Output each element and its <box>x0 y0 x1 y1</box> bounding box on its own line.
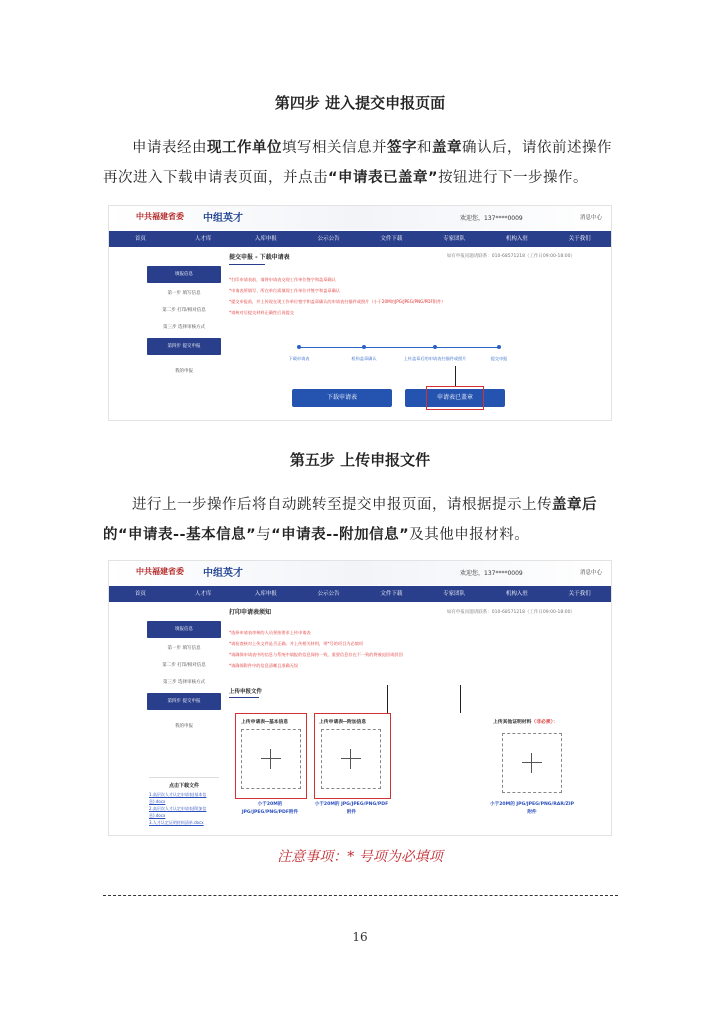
nav-talent[interactable]: 人才库 <box>194 591 212 597</box>
download-panel-title: 点击下载文件 <box>168 783 199 789</box>
download-link[interactable]: 1.高层次人才认定申请表(基本信息).docx <box>149 792 207 804</box>
divider <box>103 895 618 896</box>
site-logo: 中组英才 <box>203 213 243 224</box>
nav-about[interactable]: 关于我们 <box>568 591 591 597</box>
nav-institutions[interactable]: 机构入驻 <box>505 236 528 242</box>
sidebar-item-step1[interactable]: 第一步 填写信息 <box>167 646 201 651</box>
step-label: 下载申请表 <box>288 356 310 361</box>
upload-basic-label: 上传申请表--基本信息 <box>241 720 289 725</box>
nav-home[interactable]: 首页 <box>134 591 146 597</box>
sidebar-item-step3[interactable]: 第三步 选择审核方式 <box>163 325 205 330</box>
main-nav <box>109 586 611 602</box>
nav-experts[interactable]: 专家团队 <box>443 236 466 242</box>
step5-heading: 第五步 上传申报文件 <box>289 451 431 469</box>
step4-heading: 第四步 进入提交申报页面 <box>274 94 446 112</box>
notice-item: *请确保申请表中的信息与系统中填报的信息保持一致，重要信息存在不一致的将被退回或驳回 <box>229 652 403 657</box>
notice-item: *请检查核对上传文件是否正确，并上传相关材料，带*号的项目为必填项 <box>229 641 364 646</box>
nav-files[interactable]: 文件下载 <box>380 236 403 242</box>
nav-institutions[interactable]: 机构入驻 <box>505 591 528 597</box>
step-label: 提交申报 <box>490 356 508 361</box>
notice-item: *提交申报前，并上传现在现工作单位签字和盖章确认的申请表扫描件或照片（小于20M的JPG/JPEG/PNG/PDF附件） <box>229 299 446 304</box>
step-label: 机构盖章确认 <box>351 356 377 361</box>
contact-info: 如有申报问题请联系：010-68571218（工作日09:00-18:00） <box>446 610 575 615</box>
sidebar <box>147 619 221 735</box>
progress-line <box>299 347 499 348</box>
sidebar-item-step2[interactable]: 第二步 打印/相对信息 <box>162 663 206 668</box>
sidebar-item-step4[interactable]: 第四步 提交申报 <box>147 338 221 355</box>
sidebar-item-step2[interactable]: 第二步 打印/相对信息 <box>162 308 206 313</box>
contact-info: 如有申报问题请联系：010-68571218（工作日09:00-18:00） <box>446 254 575 259</box>
nav-about[interactable]: 关于我们 <box>568 236 591 242</box>
sidebar-item-my-apply[interactable]: 我的申报 <box>175 724 193 729</box>
step5-paragraph: 进行上一步操作后将自动跳转至提交申报页面，请根据提示上传盖章后的“申请表--基本信息”与“申请表--附加信息”及其他申报材料。 <box>103 497 597 543</box>
upload-additional-dropzone[interactable] <box>321 729 381 789</box>
download-panel <box>149 777 219 826</box>
notice-list <box>229 274 529 318</box>
message-center-link[interactable]: 消息中心 <box>579 215 602 221</box>
step-label: 上传盖章后的申请表扫描件或照片 <box>403 356 467 361</box>
notice-item: *申请表所填写、所在单位需填现工作单位并签字和盖章确认 <box>229 288 340 293</box>
screenshot-upload-form <box>108 560 612 836</box>
arrow-pointer <box>460 685 461 713</box>
sidebar <box>147 264 221 380</box>
caption-note: 注意事项：* 号项为必填项 <box>277 849 443 865</box>
sidebar-item-my-apply[interactable]: 我的申报 <box>175 369 193 374</box>
nav-notice[interactable]: 公示公告 <box>317 236 340 242</box>
download-link[interactable]: 3.人才认定证明材料清单.docx <box>149 820 204 825</box>
arrow-pointer <box>455 366 456 386</box>
notice-item: *请核对后提交材料正确性后再提交 <box>229 310 294 315</box>
sidebar-item-fill-info[interactable]: 填报信息 <box>147 621 221 638</box>
step-dot <box>497 345 501 349</box>
plus-icon <box>522 762 542 763</box>
notice-item: *选择申请表审核的人员须按要求上传申请表 <box>229 630 311 635</box>
plus-icon <box>341 758 361 759</box>
upload-other-note: 小于20M的 JPG/JPEG/PNG/RAR/ZIP 附件 <box>490 802 574 815</box>
highlight-box <box>426 386 484 410</box>
nav-talent[interactable]: 人才库 <box>194 236 212 242</box>
upload-other-label: 上传其他证明材料（非必须）： <box>493 720 558 725</box>
notice-item: *打印申请表前，请将申请表交现工作单位签字和盖章确认 <box>229 277 336 282</box>
sidebar-item-step4[interactable]: 第四步 提交申报 <box>147 693 221 710</box>
main-nav <box>109 231 611 247</box>
upload-basic-note: 小于20M的 JPG/JPEG/PNG/PDF附件 <box>241 802 299 815</box>
download-form-button[interactable]: 下载申请表 <box>292 389 392 407</box>
upload-additional-note: 小于20M的 JPG/JPEG/PNG/PDF附件 <box>314 802 389 815</box>
upload-additional-label: 上传申请表--附加信息 <box>319 720 367 725</box>
page-number: 16 <box>352 930 368 944</box>
notice-item: *请确保附件中的信息清晰且准确无误 <box>229 663 299 668</box>
content-title: 提交申报 - 下载申请表 <box>229 254 290 261</box>
site-logo: 中组英才 <box>203 568 243 579</box>
sidebar-item-step3[interactable]: 第三步 选择审核方式 <box>163 680 205 685</box>
nav-apply[interactable]: 入库申报 <box>254 591 277 597</box>
plus-icon <box>261 758 281 759</box>
nav-files[interactable]: 文件下载 <box>380 591 403 597</box>
party-logo: 中共福建省委 <box>136 567 184 576</box>
nav-home[interactable]: 首页 <box>134 236 146 242</box>
step-dot <box>433 345 437 349</box>
sidebar-item-fill-info[interactable]: 填报信息 <box>147 266 221 283</box>
user-greeting: 欢迎您，137****0009 <box>460 570 523 577</box>
message-center-link[interactable]: 消息中心 <box>579 570 602 576</box>
step4-paragraph: 申请表经由现工作单位填写相关信息并签字和盖章确认后，请依前述操作再次进入下载申请表页面，并点击“申请表已盖章”按钮进行下一步操作。 <box>103 140 612 186</box>
screenshot-download-form <box>108 205 612 421</box>
party-logo: 中共福建省委 <box>136 212 184 221</box>
upload-section-title: 上传申报文件 <box>229 687 262 698</box>
upload-basic-dropzone[interactable] <box>241 729 301 789</box>
sidebar-item-step1[interactable]: 第一步 填写信息 <box>167 291 201 296</box>
content-title: 打印申请表须知 <box>229 609 272 616</box>
download-link[interactable]: 2.高层次人才认定申请表(附加信息).docx <box>149 806 207 818</box>
arrow-pointer <box>387 685 388 713</box>
form-stamped-button[interactable]: 申请表已盖章 <box>405 389 505 407</box>
nav-experts[interactable]: 专家团队 <box>443 591 466 597</box>
notice-list <box>229 627 549 671</box>
nav-notice[interactable]: 公示公告 <box>317 591 340 597</box>
user-greeting: 欢迎您，137****0009 <box>460 215 523 222</box>
upload-other-dropzone[interactable] <box>502 733 562 793</box>
nav-apply[interactable]: 入库申报 <box>254 236 277 242</box>
step-dot <box>362 345 366 349</box>
step-dot <box>297 345 301 349</box>
